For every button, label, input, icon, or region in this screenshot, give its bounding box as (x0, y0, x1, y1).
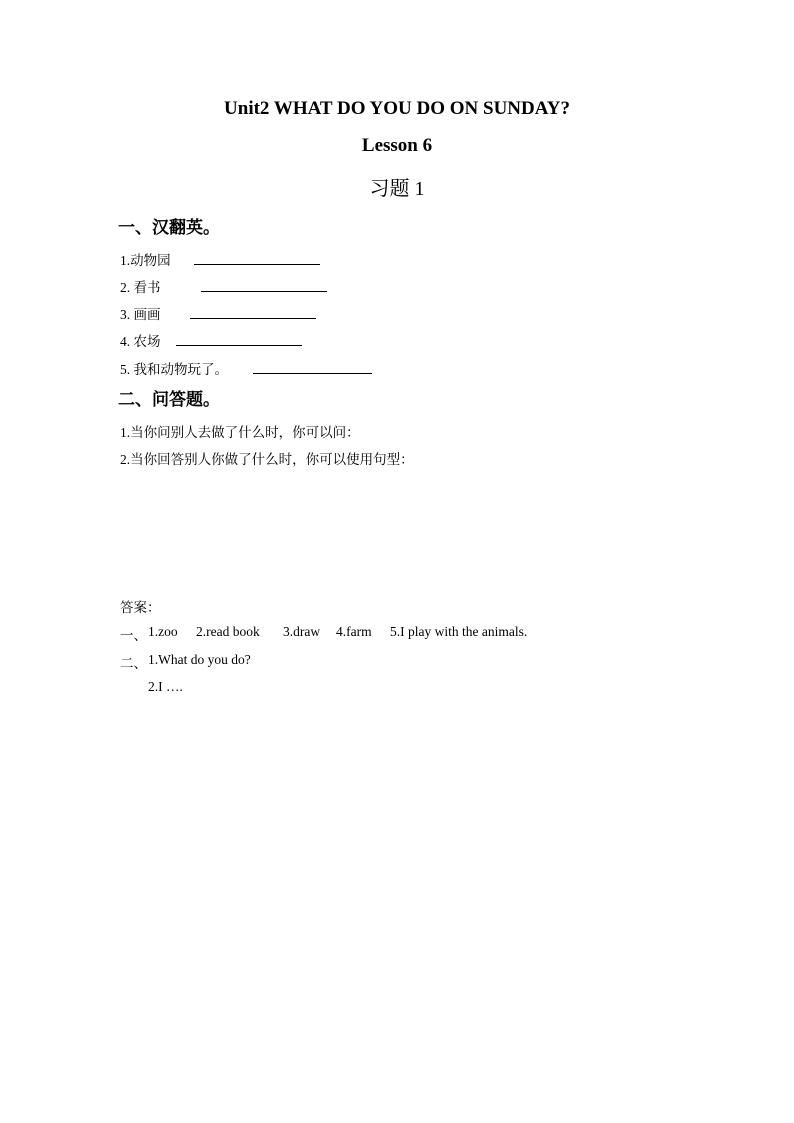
answer-key-part2-prefix: 二、 (120, 656, 147, 671)
answer-key-1-3: 3.draw (283, 624, 321, 639)
translate-item-5: 5. 我和动物玩了。 (120, 362, 228, 377)
answer-blank-5[interactable] (253, 373, 372, 374)
answer-key-1-2: 2.read book (196, 624, 260, 639)
translate-item-3: 3. 画画 (120, 307, 161, 322)
exercise-title: 习题 1 (369, 178, 425, 200)
answer-key-part1-prefix: 一、 (120, 628, 147, 643)
answer-blank-3[interactable] (190, 318, 316, 319)
answer-key-label: 答案： (120, 600, 161, 615)
qa-item-2: 2.当你回答别人你做了什么时，你可以使用句型： (120, 452, 414, 467)
answer-key-1-1: 1.zoo (148, 624, 178, 639)
section-heading-qa: 二、问答题。 (118, 390, 220, 409)
answer-blank-1[interactable] (194, 264, 320, 265)
lesson-title: Lesson 6 (361, 135, 433, 156)
answer-blank-2[interactable] (201, 291, 327, 292)
translate-item-1: 1.动物园 (120, 253, 171, 268)
section-heading-translate: 一、汉翻英。 (118, 218, 220, 237)
answer-blank-4[interactable] (176, 345, 302, 346)
qa-item-1: 1.当你问别人去做了什么时，你可以问： (120, 425, 360, 440)
answer-key-2-2: 2.I …. (148, 679, 183, 694)
answer-key-1-5: 5.I play with the animals. (390, 624, 528, 639)
translate-item-2: 2. 看书 (120, 280, 161, 295)
translate-item-4: 4. 农场 (120, 334, 161, 349)
answer-key-2-1: 1.What do you do? (148, 652, 251, 667)
document-title: Unit2 WHAT DO YOU DO ON SUNDAY? (224, 98, 570, 119)
answer-key-1-4: 4.farm (336, 624, 372, 639)
